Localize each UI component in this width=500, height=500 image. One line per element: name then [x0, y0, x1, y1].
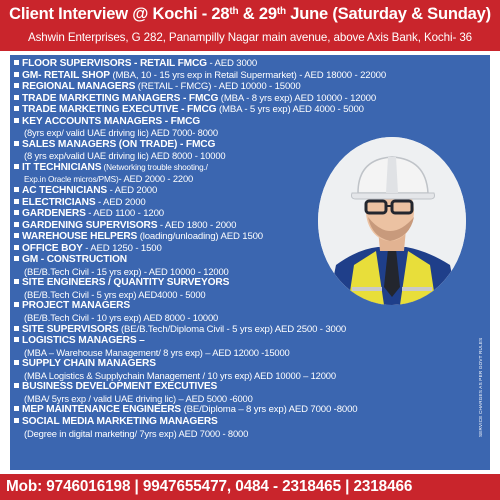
job-detail: (BE/B.Tech Civil - 15 yrs exp) - AED 10000 - 12000	[24, 265, 229, 277]
square-bullet-icon	[14, 245, 19, 250]
interview-headline	[0, 3, 500, 25]
square-bullet-icon	[14, 326, 19, 331]
square-bullet-icon	[14, 337, 19, 342]
job-title: AC TECHNICIANS	[22, 185, 108, 197]
job-detail: - AED 3000	[206, 58, 258, 69]
job-row	[14, 70, 484, 82]
job-detail: (MBA Logistics & Supplychain Management / 10 yrs exp) AED 10000 – 12000	[24, 369, 336, 381]
job-row	[14, 243, 484, 255]
job-detail: - AED 2000	[107, 185, 158, 197]
square-bullet-icon	[14, 199, 19, 204]
square-bullet-icon	[14, 360, 19, 365]
job-row	[14, 116, 484, 128]
square-bullet-icon	[14, 187, 19, 192]
headline-sup: th	[276, 6, 286, 17]
job-row	[14, 208, 484, 220]
headline-part: & 29	[238, 5, 277, 23]
job-detail-small: (Networking trouble shooting./	[101, 162, 208, 172]
job-detail: (loading/unloading) AED 1500	[137, 231, 263, 243]
job-detail: (BE/B.Tech/Diploma Civil - 5 yrs exp) AED 2500 - 3000	[118, 323, 347, 335]
job-title: WAREHOUSE HELPERS	[22, 231, 138, 243]
job-detail: - AED 1250 - 1500	[82, 242, 162, 254]
square-bullet-icon	[14, 60, 19, 65]
square-bullet-icon	[14, 406, 19, 411]
job-title: GM- RETAIL SHOP	[22, 69, 110, 81]
headline-part: Client Interview @ Kochi - 28	[9, 5, 230, 23]
job-detail: (8yrs exp/ valid UAE driving lic) AED 7000- 8000	[24, 127, 218, 139]
square-bullet-icon	[14, 118, 19, 123]
job-row	[14, 300, 484, 312]
job-title: TRADE MARKETING EXECUTIVE - FMCG	[22, 104, 217, 116]
job-detail: - AED 2000 - 2200	[118, 173, 194, 185]
job-row	[14, 162, 484, 174]
job-title: GARDENERS	[22, 208, 86, 220]
job-title: SUPPLY CHAIN MANAGERS	[22, 358, 156, 370]
job-row	[14, 416, 484, 428]
job-detail: - AED 1100 - 1200	[85, 208, 164, 220]
job-title: ELECTRICIANS	[22, 196, 96, 208]
job-row	[14, 93, 484, 105]
job-title: SITE SUPERVISORS	[22, 323, 119, 335]
job-list	[14, 58, 484, 439]
job-row	[14, 173, 484, 185]
job-row	[14, 324, 484, 336]
contact-numbers: Mob: 9746016198 | 9947655477, 0484 - 2318465 | 2318466	[6, 478, 413, 495]
square-bullet-icon	[14, 256, 19, 261]
job-title: GM - CONSTRUCTION	[22, 254, 127, 266]
venue-address: Ashwin Enterprises, G 282, Panampilly Nagar main avenue, above Axis Bank, Kochi- 36	[27, 31, 473, 44]
square-bullet-icon	[14, 210, 19, 215]
job-row	[14, 404, 484, 416]
job-row	[14, 393, 484, 405]
job-row	[14, 358, 484, 370]
job-detail: (BE/Diploma – 8 yrs exp) AED 7000 -8000	[181, 404, 358, 416]
job-detail: (BE/B.Tech Civil - 5 yrs exp) AED4000 - 5000	[24, 288, 206, 300]
job-row	[14, 381, 484, 393]
square-bullet-icon	[14, 279, 19, 284]
square-bullet-icon	[14, 83, 19, 88]
square-bullet-icon	[14, 72, 19, 77]
job-detail: (MBA, 10 - 15 yrs exp in Retail Supermarket) - AED 18000 - 22000	[109, 69, 386, 81]
job-detail: - AED 1800 - 2000	[157, 219, 237, 231]
job-row	[14, 58, 484, 70]
headline-sup: th	[229, 6, 239, 17]
job-row	[14, 370, 484, 382]
job-title: MEP MAINTENANCE ENGINEERS	[22, 404, 182, 416]
square-bullet-icon	[14, 383, 19, 388]
job-detail: (MBA - 5 yrs exp) AED 4000 - 5000	[216, 104, 364, 116]
job-title: IT TECHNICIANS	[22, 161, 102, 173]
job-title: LOGISTICS MANAGERS –	[22, 335, 145, 347]
job-row	[14, 139, 484, 151]
job-title: OFFICE BOY	[22, 242, 83, 254]
square-bullet-icon	[14, 141, 19, 146]
job-row	[14, 312, 484, 324]
square-bullet-icon	[14, 302, 19, 307]
job-title: SITE ENGINEERS / QUANTITY SURVEYORS	[22, 277, 230, 289]
job-title: GARDENING SUPERVISORS	[22, 219, 158, 231]
job-row	[14, 428, 484, 440]
job-detail: (BE/B.Tech Civil - 10 yrs exp) AED 8000 - 10000	[24, 312, 219, 324]
job-row	[14, 289, 484, 301]
square-bullet-icon	[14, 418, 19, 423]
job-row	[14, 335, 484, 347]
job-title: KEY ACCOUNTS MANAGERS - FMCG	[22, 115, 201, 127]
job-detail: (8 yrs exp/valid UAE driving lic) AED 8000 - 10000	[24, 150, 226, 162]
job-row	[14, 220, 484, 232]
job-detail: (MBA/ 5yrs exp / valid UAE driving lic) – AED 5000 -6000	[24, 392, 253, 404]
job-row	[14, 185, 484, 197]
job-row	[14, 277, 484, 289]
job-title: PROJECT MANAGERS	[22, 300, 130, 312]
job-row	[14, 81, 484, 93]
job-detail: - AED 2000	[95, 196, 146, 208]
square-bullet-icon	[14, 164, 19, 169]
job-detail: (RETAIL - FMCG) - AED 10000 - 15000	[135, 81, 301, 93]
job-row	[14, 347, 484, 359]
job-row	[14, 104, 484, 116]
job-row	[14, 231, 484, 243]
job-detail: (MBA - 8 yrs exp) AED 10000 - 12000	[218, 92, 377, 104]
square-bullet-icon	[14, 106, 19, 111]
job-title: TRADE MARKETING MANAGERS - FMCG	[22, 92, 219, 104]
job-row	[14, 254, 484, 266]
job-detail-small: Exp.in Oracle micros/PMS)	[24, 175, 119, 185]
job-row	[14, 150, 484, 162]
job-row	[14, 197, 484, 209]
job-title: FLOOR SUPERVISORS - RETAIL FMCG	[22, 58, 207, 69]
job-title: SOCIAL MEDIA MARKETING MANAGERS	[22, 415, 218, 427]
job-detail: (Degree in digital marketing/ 7yrs exp) AED 7000 - 8000	[24, 427, 249, 439]
service-charge-note: SERVICE CHARGES AS PER GOVT RULES	[478, 337, 483, 437]
job-row	[14, 266, 484, 278]
headline-part: June (Saturday & Sunday)	[285, 5, 491, 23]
job-detail: (MBA – Warehouse Management/ 8 yrs exp) – AED 12000 -15000	[24, 346, 290, 358]
job-title: BUSINESS DEVELOPMENT EXECUTIVES	[22, 381, 218, 393]
square-bullet-icon	[14, 233, 19, 238]
job-row	[14, 127, 484, 139]
square-bullet-icon	[14, 95, 19, 100]
square-bullet-icon	[14, 222, 19, 227]
job-title: REGIONAL MANAGERS	[22, 81, 136, 93]
job-title: SALES MANAGERS (ON TRADE) - FMCG	[22, 138, 216, 150]
